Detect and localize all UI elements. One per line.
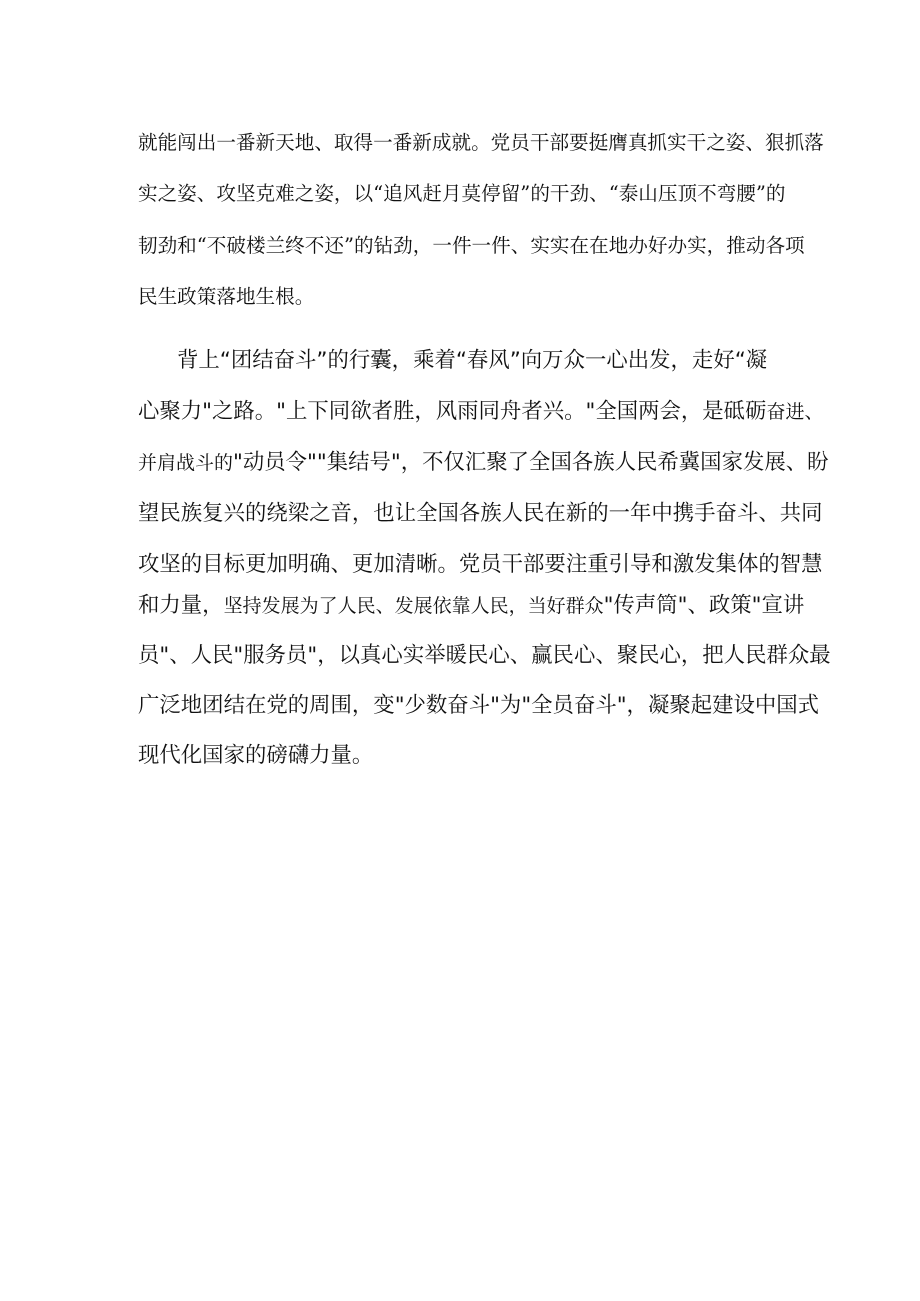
paragraph-1-line-4: 民生政策落地生根。 [138, 285, 315, 308]
paragraph-2-line-7: 员"、人民"服务员"，以真心实举暖民心、赢民心、聚民心，把人民群众最 [138, 643, 831, 668]
paragraph-2-line-5: 攻坚的目标更加明确、更加清晰。党员干部要注重引导和激发集体的智慧 [138, 552, 823, 577]
paragraph-2-line-2-text: 心聚力"之路。"上下同欲者胜，风雨同舟者兴。"全国两会，是砥砺 [138, 399, 767, 424]
paragraph-1-line-1: 就能闯出一番新天地、取得一番新成就。党员干部要挺膺真抓实干之姿、狠抓落 [138, 131, 824, 154]
paragraph-2-line-2-serif-run: 奋进、 [766, 401, 824, 423]
paragraph-1-line-3: 韧劲和“不破楼兰终不还”的钻劲，一件一件、实实在在地办好办实，推动各项 [138, 234, 805, 257]
paragraph-2-line-6-text: 和力量， [138, 593, 224, 618]
paragraph-2-line-1: 背上“团结奋斗”的行囊，乘着“春风”向万众一心出发，走好“凝 [177, 348, 768, 373]
paragraph-1-line-2: 实之姿、攻坚克难之姿，以“追风赶月莫停留”的干劲、“泰山压顶不弯腰”的 [138, 182, 786, 205]
paragraph-2-line-3 [138, 452, 829, 473]
paragraph-2-line-3-text: "动员令""集结号"，不仅汇聚了全国各族人民希冀国家发展、盼 [233, 450, 829, 475]
paragraph-2-line-6 [138, 595, 804, 616]
paragraph-2-line-9: 现代化国家的磅礴力量。 [138, 743, 374, 768]
paragraph-2-line-4: 望民族复兴的绕梁之音，也让全国各族人民在新的一年中携手奋斗、共同 [138, 501, 823, 526]
paragraph-2-line-2 [138, 401, 823, 422]
paragraph-2-line-8: 广泛地团结在党的周围，变"少数奋斗"为"全员奋斗"，凝聚起建设中国式 [138, 693, 820, 718]
paragraph-2-line-6-serif-run: 坚持发展为了人民、发展依靠人民，当好群众 [223, 595, 604, 617]
paragraph-2-line-3-serif-run: 并肩战斗的 [138, 452, 234, 474]
paragraph-2-line-6-text-2: "传声筒"、政策"宣讲 [603, 593, 805, 618]
